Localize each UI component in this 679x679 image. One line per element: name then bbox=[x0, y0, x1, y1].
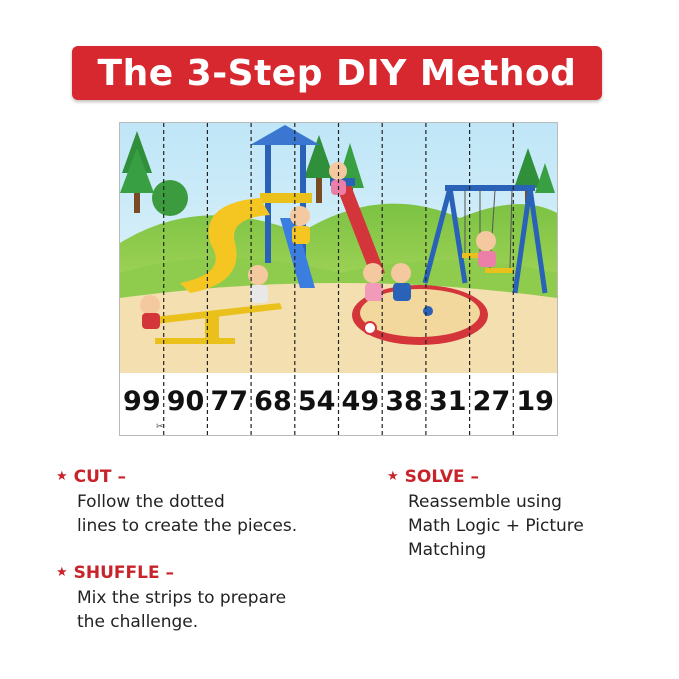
step-line: lines to create the pieces. bbox=[77, 516, 298, 536]
step-line: Mix the strips to prepare bbox=[77, 588, 287, 608]
title-banner bbox=[72, 46, 602, 100]
step-heading: SHUFFLE – bbox=[73, 563, 175, 583]
step-line: the challenge. bbox=[77, 612, 199, 632]
strip-number: 54 bbox=[297, 386, 336, 417]
star-icon: ★ bbox=[56, 469, 68, 484]
playground-puzzle-image bbox=[120, 123, 557, 435]
step-line: Matching bbox=[408, 540, 487, 560]
strip-number: 49 bbox=[341, 386, 380, 417]
puzzle-illustration bbox=[119, 122, 558, 436]
strip-number: 77 bbox=[210, 386, 249, 417]
strip-number: 68 bbox=[254, 386, 292, 417]
step-line: Math Logic + Picture bbox=[408, 516, 584, 536]
strip-number: 38 bbox=[385, 386, 423, 417]
step-line: Follow the dotted bbox=[77, 492, 225, 512]
strip-number: 90 bbox=[166, 386, 205, 417]
star-icon: ★ bbox=[56, 565, 68, 580]
step-heading: SOLVE – bbox=[404, 467, 480, 487]
step-solve bbox=[387, 466, 584, 562]
strip-number: 19 bbox=[516, 386, 554, 417]
strip-number: 99 bbox=[123, 386, 161, 417]
step-line: Reassemble using bbox=[408, 492, 562, 512]
page-title: The 3-Step DIY Method bbox=[97, 52, 577, 94]
step-shuffle bbox=[56, 562, 286, 634]
step-heading: CUT – bbox=[73, 467, 126, 487]
scissors-icon: ✂ bbox=[156, 422, 164, 432]
step-cut bbox=[56, 466, 297, 538]
strip-number: 27 bbox=[472, 386, 511, 417]
strip-number: 31 bbox=[428, 386, 467, 417]
star-icon: ★ bbox=[387, 469, 399, 484]
